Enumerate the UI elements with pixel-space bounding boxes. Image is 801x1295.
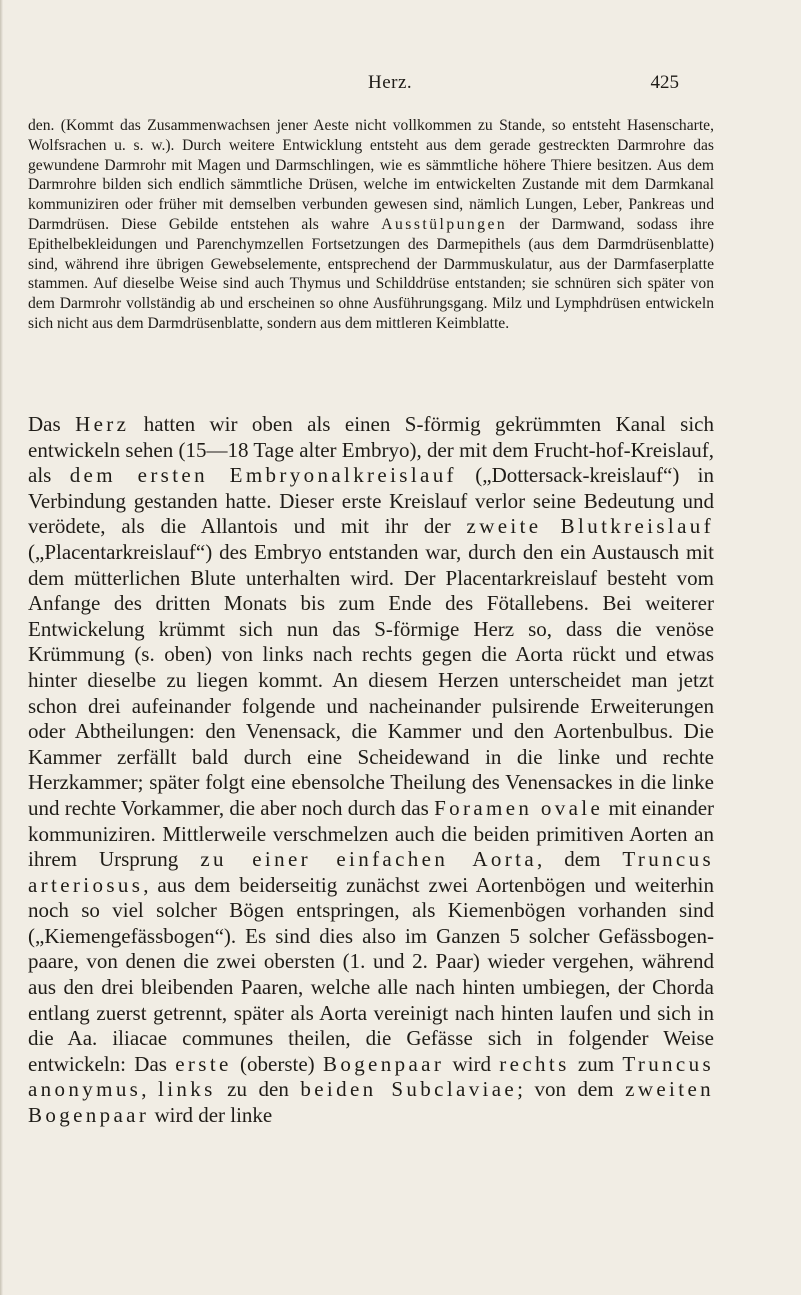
- text-run: der Darmwand, sodass ihre Epithelbekleidungen und Parenchymzellen Fortsetzungen des Darmepithels (aus dem Darmdrüsenblatte) sind, während ihre übrigen Gewebselemente, entsprechend der Darmmuskulatur, aus der Darmfaserplatte stammen. Auf dieselbe Weise sind auch Thymus und Schilddrüse entstanden; sie schnüren sich später von dem Darmrohr vollständig ab und erscheinen so ohne Ausführungsgang. Milz und Lymphdrüsen entwickeln sich nicht aus dem Darmdrüsenblatte, sondern aus dem mittleren Keimblatte.: [28, 215, 714, 332]
- text-run: Das: [28, 412, 76, 436]
- page-edge: [0, 0, 3, 1295]
- text-run: zu den: [215, 1077, 301, 1102]
- text-run: ; von dem: [517, 1077, 626, 1102]
- spaced-emphasis: Foramen ovale: [434, 795, 604, 820]
- spaced-emphasis: Truncus arteriosus: [28, 847, 715, 897]
- page-number: 425: [650, 72, 679, 93]
- text-run: („Placentarkreislauf“) des Embryo entstanden war, durch den ein Austausch mit dem mütterlichen Blute unterhalten wird. Der Placentarkreislauf besteht vom Anfange des dritten Monats bis zum Ende des Fötallebens. Bei weiterer Entwickelung krümmt sich nun das S-förmige Herz so, dass die venöse Krümmung (s. oben) von links nach rechts gegen die Aorta rückt und etwas hinter dieselbe zu liegen kommt. An diesem Herzen unterscheidet man jetzt schon drei aufeinander folgende und nacheinander pulsirende Erweiterungen oder Abtheilungen: den Venensack, die Kammer und den Aortenbulbus. Die Kammer zerfällt bald durch eine Scheidewand in die linke und rechte Herzkammer; später folgt eine ebensolche Theilung des Venensackes in die linke und rechte Vorkammer, die aber noch durch das: [28, 539, 714, 820]
- small-print-paragraph: [28, 116, 714, 334]
- text-run: wird: [444, 1051, 500, 1076]
- page-header: [0, 72, 801, 96]
- spaced-emphasis: zu einer einfachen Aorta: [200, 847, 537, 872]
- spaced-emphasis: Bogenpaar: [322, 1051, 445, 1076]
- text-run: , dem: [537, 847, 623, 872]
- text-run: wird der linke: [149, 1103, 273, 1128]
- text-run: zum: [569, 1051, 623, 1076]
- spaced-emphasis: beiden Subclaviae: [300, 1077, 518, 1102]
- text-run: ,: [141, 1077, 158, 1102]
- text-run: („Dottersack-kreislauf“) in Verbindung gestanden hatte. Dieser erste Kreislauf verlor seine Bedeutung und verödete, als die Allantois und mit ihr der: [28, 463, 714, 539]
- spaced-emphasis: Herz: [75, 412, 130, 436]
- main-paragraph: [28, 412, 714, 1129]
- spaced-emphasis: erste: [175, 1051, 232, 1076]
- spaced-emphasis: rechts: [499, 1051, 570, 1076]
- text-run: , aus dem beiderseitig zunächst zwei Aortenbögen und weiterhin noch so viel solcher Bögen entspringen, als Kiemenbögen vorhanden sind („Kiemengefässbogen“). Es sind dies also im Ganzen 5 solcher Gefässbogen-paare, von denen die zwei obersten (1. und 2. Paar) wieder vergehen, während aus den drei bleibenden Paaren, welche alle nach hinten umbiegen, der Chorda entlang zuerst getrennt, später als Aorta vereinigt nach hinten laufen und sich in die Aa. iliacae communes theilen, die Gefässe sich in folgender Weise entwickeln: Das: [28, 872, 714, 1076]
- spaced-emphasis: dem ersten Embryonalkreislauf: [69, 463, 457, 488]
- text-run: (oberste): [231, 1051, 323, 1076]
- spaced-emphasis: zweite Blutkreislauf: [466, 514, 714, 539]
- spaced-emphasis: Truncus anonymus: [28, 1051, 714, 1102]
- running-title: Herz.: [368, 72, 413, 93]
- text-run: mit einander kommuniziren. Mittlerweile verschmelzen auch die beiden primitiven Aorten an ihrem Ursprung: [28, 795, 715, 872]
- text-run: hatten wir oben als einen S-förmig gekrümmten Kanal sich entwickeln sehen (15—18 Tage alter Embryo), der mit dem Frucht-hof-Kreislauf, als: [28, 412, 714, 488]
- spaced-emphasis: links: [158, 1077, 216, 1102]
- text-run: den. (Kommt das Zusammenwachsen jener Aeste nicht vollkommen zu Stande, so entsteht Hasenscharte, Wolfsrachen u. s. w.). Durch weitere Entwicklung entsteht aus dem gerade gestreckten Darmrohre das gewundene Darmrohr mit Magen und Darmschlingen, wie es sämmtliche höhere Thiere besitzen. Aus dem Darmrohre bilden sich endlich sämmtliche Drüsen, welche im entwickelten Zustande mit dem Darmkanal kommuniziren oder früher mit demselben verbunden gewesen sind, nämlich Lungen, Leber, Pankreas und Darmdrüsen. Diese Gebilde entstehen als wahre: [28, 117, 714, 233]
- spaced-emphasis: zweiten Bogenpaar: [28, 1077, 714, 1128]
- spaced-emphasis: Ausstülpungen: [381, 215, 508, 233]
